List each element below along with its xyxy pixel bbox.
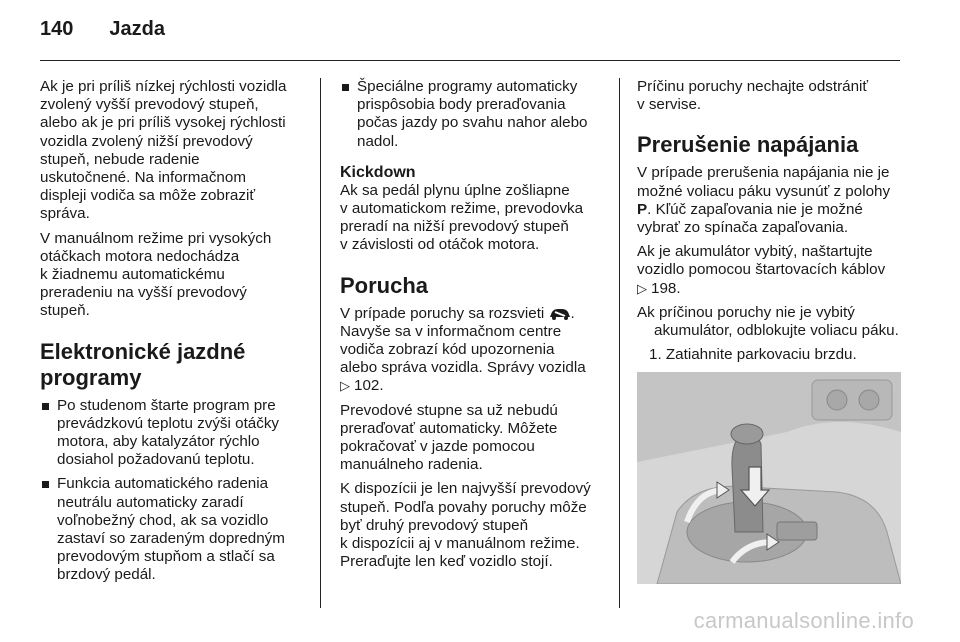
text-line: akumulátor, odblokujte voliacu páku. [654, 322, 899, 340]
text-line: prispôsobia body preraďovania [357, 96, 566, 114]
text-line: k dispozícii aj v manuálnom režime. [340, 535, 580, 553]
heading-line: programy [40, 364, 142, 390]
text-fragment: . [570, 304, 575, 322]
text-line: preradeniu na vyšší prevodový [40, 284, 247, 302]
page-ref-arrow-icon: ▷ [637, 280, 647, 296]
text-line: V prípade prerušenia napájania nie je [637, 164, 890, 182]
text-line: Navyše sa v informačnom centre [340, 322, 562, 340]
gear-position-p: P [637, 200, 648, 218]
text-line: brzdový pedál. [57, 566, 156, 584]
column-2 [340, 78, 608, 577]
page-header [40, 18, 165, 48]
paragraph-unlock [637, 304, 905, 340]
text-fragment: . Kľúč zapaľovania nie je možné [647, 200, 863, 218]
text-line: Ak sa pedál plynu úplne zošliapne [340, 181, 570, 199]
bullet-square-icon [42, 481, 49, 488]
text-line: manuálneho radenia. [340, 456, 483, 474]
text-line: V manuálnom režime pri vysokých [40, 229, 272, 247]
text-line: alebo ak je pri príliš vysokej rýchlosti [40, 114, 286, 132]
text-line: zvolený vyšší prevodový stupeň, [40, 96, 259, 114]
text-line: Ak je akumulátor vybitý, naštartujte [637, 243, 873, 261]
text-line [340, 305, 608, 323]
text-line: Špeciálne programy automaticky [357, 78, 578, 95]
page-reference[interactable] [637, 280, 905, 298]
heading-electronic-programs [40, 339, 308, 391]
paragraph-battery [637, 243, 905, 298]
text-line: vozidlo pomocou štartovacích káblov [637, 261, 886, 279]
text-line: voľnobežný chod, ak sa vozidlo [57, 511, 269, 529]
text-line: vozidla zvolený nižší prevodový [40, 132, 253, 150]
paragraph-porucha-3 [340, 480, 608, 571]
text-fragment: V prípade poruchy sa rozsvieti [340, 304, 545, 322]
page-number: 140 [40, 18, 74, 40]
bullet-square-icon [342, 84, 349, 91]
text-line: Príčinu poruchy nechajte odstrániť [637, 78, 869, 95]
text-line: zastaví so zaradeným dopredným [57, 530, 285, 548]
text-line: alebo správa vozidla. Správy vozidla [340, 359, 586, 377]
paragraph-porucha-1 [340, 305, 608, 396]
paragraph-porucha-2 [340, 402, 608, 475]
paragraph-gear-speed [40, 78, 308, 224]
text-line: Prevodové stupne sa už nebudú [340, 401, 558, 419]
bullet-square-icon [42, 403, 49, 410]
step-1: 1. Zatiahnite parkovaciu brzdu. [649, 346, 857, 364]
text-line: stupeň, nebude radenie [40, 150, 200, 168]
text-line: Funkcia automatického radenia [57, 475, 269, 493]
text-line: možné voliacu páku vysunúť z polohy [637, 182, 891, 200]
heading-line: Elektronické jazdné [40, 338, 246, 364]
text-line: Ak je pri príliš nízkej rýchlosti vozidla [40, 78, 287, 95]
heading-porucha: Porucha [340, 272, 429, 298]
text-line: vybrať zo spínača zapaľovania. [637, 219, 849, 237]
text-line: byť druhý prevodový stupeň [340, 516, 529, 534]
text-line: Ak príčinou poruchy nie je vybitý [637, 303, 855, 321]
text-line: nadol. [357, 132, 399, 150]
column-3 [637, 78, 905, 584]
text-line: preradí na nižší prevodový stupeň [340, 218, 569, 236]
gear-lever-illustration [637, 372, 901, 584]
text-line: prevodovým stupňom a stlačí sa [57, 548, 275, 566]
text-line: k žiadnemu automatickému [40, 266, 225, 284]
page-ref-arrow-icon: ▷ [340, 378, 350, 394]
text-line: otáčkach motora nedochádza [40, 247, 240, 265]
gear-lever-drawing [637, 372, 901, 584]
paragraph-kickdown [340, 182, 608, 255]
header-divider [40, 60, 900, 61]
text-line: motora, aby katalyzátor rýchlo [57, 433, 260, 451]
text-line: K dispozícii je len najvyšší prevodový [340, 480, 591, 498]
text-line [637, 201, 905, 219]
car-wrench-icon [549, 307, 571, 321]
text-line: Po studenom štarte program pre [57, 396, 276, 414]
text-line: pokračovať v jazde pomocou [340, 438, 535, 456]
text-line: v automatickom režime, prevodovka [340, 200, 584, 218]
text-line: prevádzkovú teplotu zvýši otáčky [57, 414, 280, 432]
bullet-item [340, 78, 608, 151]
text-line: Preraďujte len keď vozidlo stojí. [340, 553, 553, 571]
page-ref-number: 198. [651, 279, 681, 297]
column-divider-1 [320, 78, 321, 608]
page-title: Jazda [109, 18, 165, 40]
paragraph-power-interruption [637, 164, 905, 237]
paragraph-service [637, 78, 905, 114]
text-line: v závislosti od otáčok motora. [340, 236, 540, 254]
bullet-item [40, 475, 308, 584]
page-ref-number: 102. [354, 377, 384, 395]
text-line: počas jazdy po svahu nahor alebo [357, 114, 588, 132]
text-line: vodiča zobrazí kód upozornenia [340, 341, 555, 359]
text-line: preraďovať automaticky. Môžete [340, 419, 558, 437]
page-reference[interactable] [340, 377, 608, 395]
text-line: uskutočnené. Na informačnom [40, 169, 246, 187]
text-line: stupeň. [40, 302, 90, 320]
heading-power-interruption: Prerušenie napájania [637, 132, 859, 158]
heading-kickdown: Kickdown [340, 163, 416, 181]
column-1 [40, 78, 308, 591]
bullet-item [40, 397, 308, 470]
text-line: v servise. [637, 96, 702, 114]
text-line: neutrálu automaticky zaradí [57, 493, 244, 511]
paragraph-manual-mode [40, 230, 308, 321]
text-line: stupeň. Podľa povahy poruchy môže [340, 498, 587, 516]
text-line: displeji vodiča sa môže zobraziť [40, 187, 256, 205]
text-line: dosiahol požadovanú teplotu. [57, 451, 255, 469]
column-divider-2 [619, 78, 620, 608]
watermark: carmanualsonline.info [693, 608, 914, 633]
text-line: správa. [40, 205, 90, 223]
